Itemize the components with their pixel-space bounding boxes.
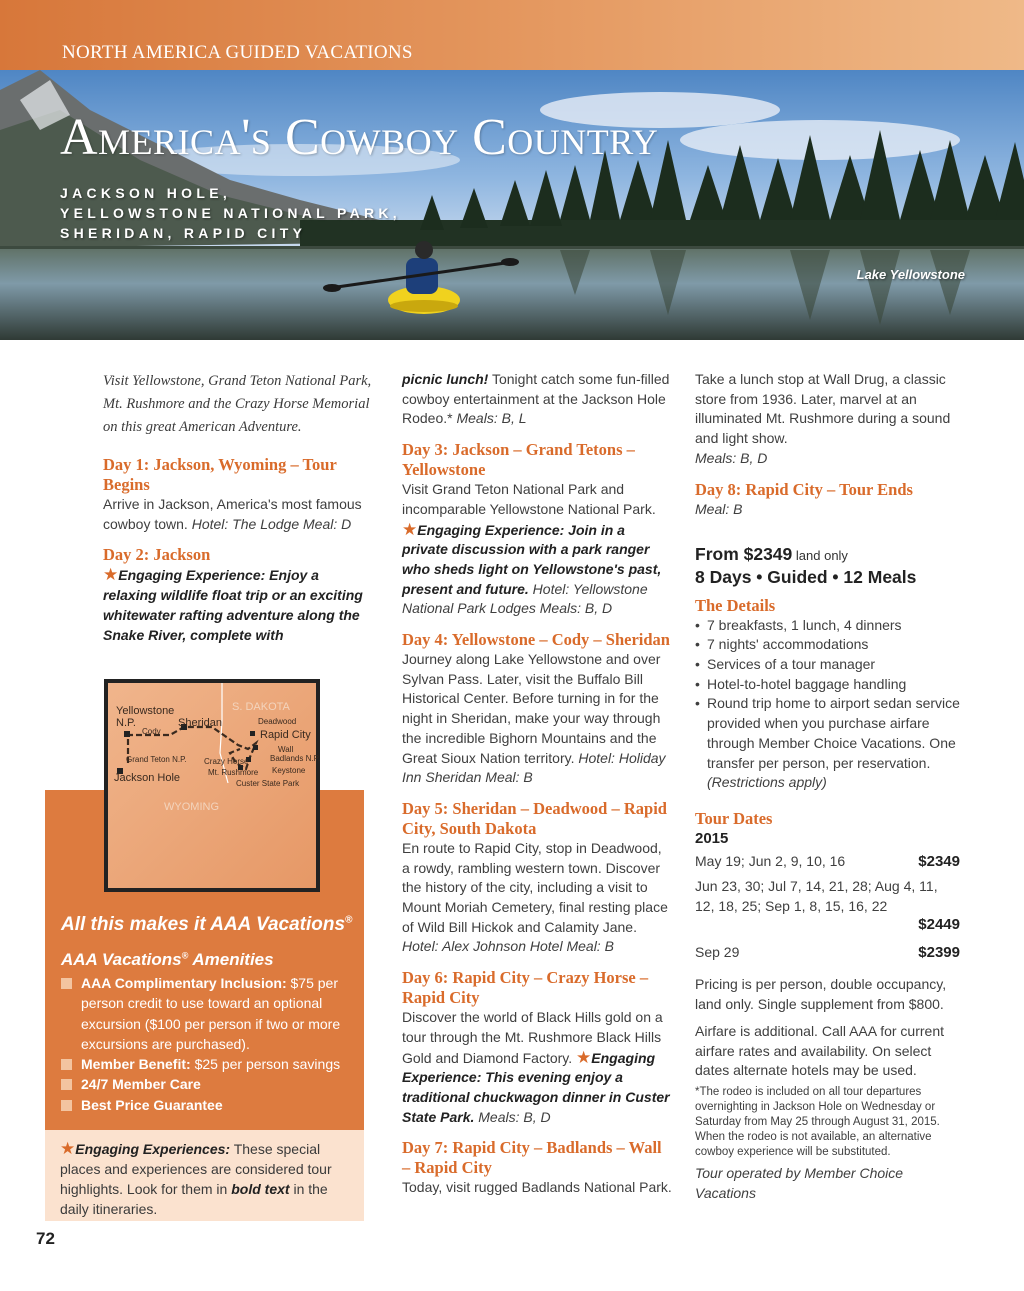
- day-7-heading: Day 7: Rapid City – Badlands – Wall – Rapid City: [402, 1138, 662, 1178]
- amenities-subtitle-b: Amenities: [188, 950, 274, 969]
- map-label: Custer State Park: [236, 779, 300, 788]
- star-icon: ★: [576, 1047, 592, 1067]
- map-label: Yellowstone: [116, 705, 175, 717]
- rodeo-footnote: *The rodeo is included on all tour departures overnighting in Jackson Hole on Wednesday or Saturday from May 25 through August 31, 2015. When the rodeo is not available, an alternative cowboy experience will be substituted.: [695, 1085, 940, 1158]
- date-row: [695, 943, 965, 963]
- day-6-body: [402, 1008, 672, 1127]
- day-5-heading: Day 5: Sheridan – Deadwood – Rapid City, South Dakota: [402, 798, 667, 838]
- day-5-hotel: Hotel: Alex Johnson Hotel Meal: B: [402, 938, 614, 955]
- note-text: in the daily itineraries.: [60, 1181, 328, 1217]
- amenities-title-text: All this makes it AAA Vacations: [61, 914, 346, 935]
- day-7-body: Today, visit rugged Badlands National Park.: [402, 1179, 672, 1196]
- amenities-title: [61, 914, 357, 936]
- day-4-text: Journey along Lake Yellowstone and over Sylvan Pass. Later, visit the Buffalo Bill Historical Center. Before turning in for the night in Sheridan, make your way through the incredible Bighorn Mountains and the Great Sioux Nation territory.: [402, 651, 661, 766]
- price-summary: [695, 545, 965, 566]
- day-2-body: [103, 565, 373, 645]
- map-label: Mt. Rushmore: [208, 768, 259, 777]
- map-label: S. DAKOTA: [232, 701, 290, 713]
- list-item: • Hotel-to-hotel baggage handling: [695, 675, 965, 695]
- day-6-engaging: Engaging Experience: This evening enjoy a traditional chuckwagon dinner in Custer State Park.: [402, 1049, 670, 1125]
- day-2-engaging: Engaging Experience: Enjoy a relaxing wildlife float trip or an exciting whitewater rafting adventure along the Snake River, complete with: [103, 567, 363, 643]
- page-number: 72: [36, 1229, 55, 1248]
- registered-mark: ®: [181, 950, 189, 961]
- land-only-label: land only: [792, 548, 848, 564]
- day-4-hotel: Hotel: Holiday Inn Sheridan Meal: B: [402, 749, 666, 786]
- star-icon: ★: [103, 565, 119, 585]
- note-text: These special places and experiences are considered tour highlights. Look for them in: [60, 1141, 332, 1197]
- tour-year: 2015: [695, 829, 729, 847]
- day-2-heading: Day 2: Jackson: [103, 545, 211, 565]
- map-label: Deadwood: [258, 717, 297, 726]
- continued-text: Tonight catch some fun-filled cowboy entertainment at the Jackson Hole Rodeo.*: [402, 371, 670, 427]
- details-heading: The Details: [695, 595, 776, 615]
- continued-meals: Meals: B, L: [452, 410, 527, 427]
- from-price: From $2349: [695, 544, 793, 565]
- day-4-heading: Day 4: Yellowstone – Cody – Sheridan: [402, 630, 670, 650]
- list-item: [61, 1054, 357, 1074]
- hero-photo: [0, 70, 1024, 340]
- date-list: Sep 29: [695, 943, 740, 960]
- note-bold: Engaging Experiences:: [75, 1141, 231, 1157]
- list-item: • 7 breakfasts, 1 lunch, 4 dinners: [695, 616, 965, 636]
- hero-subtitle: [60, 183, 401, 243]
- registered-mark: ®: [345, 914, 353, 926]
- photo-caption: Lake Yellowstone: [856, 267, 965, 282]
- details-list: [695, 616, 965, 774]
- star-icon: ★: [402, 519, 418, 539]
- map-label: Cody: [142, 727, 161, 736]
- day-3-engaging: [402, 520, 672, 620]
- day-3-engaging-text: Engaging Experience: Join in a private discussion with a park ranger who sheds light on Yellowstone's past, present and future.: [402, 521, 662, 597]
- column-2: [402, 370, 672, 1198]
- item-bold: 24/7 Member Care: [81, 1076, 201, 1093]
- day-5-body: En route to Rapid City, stop in Deadwood, a rowdy, rambling western town. Discover the history of the city, including a visit to Mount Moriah Cemetery, final resting place of Wild Bill Hickok and Calamity Jane.: [402, 839, 668, 935]
- amenities-content: [61, 914, 357, 1115]
- map-label: Badlands N.P.: [270, 754, 321, 763]
- list-item: [61, 1074, 357, 1094]
- list-item: • Round trip home to airport sedan service provided when you purchase airfare through Member Choice Vacations. One transfer per person, per reservation.: [695, 694, 965, 773]
- engaging-note-box: [45, 1130, 364, 1221]
- subtitle-line: SHERIDAN, RAPID CITY: [60, 225, 307, 241]
- map-label: Grand Teton N.P.: [126, 755, 187, 764]
- route-map: [104, 679, 320, 892]
- list-item: [61, 1095, 357, 1115]
- day-3-hotel: Hotel: Yellowstone National Park Lodges Meals: B, D: [402, 580, 648, 617]
- list-item: • Services of a tour manager: [695, 655, 965, 675]
- item-bold: AAA Complimentary Inclusion:: [81, 975, 287, 991]
- day-2-continued: [402, 370, 672, 429]
- day-1-hotel: Hotel: The Lodge Meal: D: [191, 515, 352, 532]
- column-1: [103, 370, 373, 645]
- map-label: Jackson Hole: [114, 772, 181, 784]
- day-1-body: [103, 495, 373, 534]
- day-4-body: [402, 650, 672, 788]
- map-label: Rapid City: [260, 729, 311, 741]
- day-6-heading: Day 6: Rapid City – Crazy Horse – Rapid City: [402, 968, 649, 1008]
- item-text: $25 per person savings: [190, 1056, 341, 1073]
- section-brand: NORTH AMERICA GUIDED VACATIONS: [62, 42, 413, 63]
- intro-text: Visit Yellowstone, Grand Teton National Park, Mt. Rushmore and the Crazy Horse Memorial on this great American Adventure.: [103, 373, 372, 435]
- subtitle-line: YELLOWSTONE NATIONAL PARK,: [60, 205, 401, 221]
- tour-dates-heading: Tour Dates: [695, 808, 773, 828]
- continued-bold: picnic lunch!: [402, 371, 489, 387]
- date-price: $2399: [918, 943, 960, 961]
- map-label: N.P.: [116, 717, 136, 729]
- day-7-continued: Take a lunch stop at Wall Drug, a classic store from 1936. Later, marvel at an illuminated Mt. Rushmore during a sound and light show.: [695, 371, 951, 447]
- date-price: $2449: [918, 916, 960, 934]
- airfare-note: Airfare is additional. Call AAA for current airfare rates and availability. On select dates alternate hotels may be used.: [695, 1022, 945, 1079]
- list-item: • 7 nights' accommodations: [695, 635, 965, 655]
- item-text: $75 per person credit to use toward an optional excursion ($100 per person if two or more excursions are purchased).: [81, 975, 341, 1052]
- page-title: America's Cowboy Country: [60, 109, 659, 166]
- day-8-meal: Meal: B: [695, 500, 743, 517]
- list-item: [61, 973, 357, 1054]
- amenities-list: [61, 973, 357, 1115]
- map-label: WYOMING: [164, 801, 219, 813]
- star-icon: ★: [60, 1139, 76, 1158]
- restrictions-note: (Restrictions apply): [707, 774, 827, 791]
- day-1-heading: Day 1: Jackson, Wyoming – Tour Begins: [103, 455, 337, 494]
- subtitle-line: JACKSON HOLE,: [60, 185, 232, 201]
- map-label: Wall: [278, 745, 294, 754]
- operator-note: Tour operated by Member Choice Vacations: [695, 1164, 904, 1201]
- date-price: $2349: [918, 852, 960, 870]
- map-label: Keystone: [272, 766, 306, 775]
- trip-summary: 8 Days • Guided • 12 Meals: [695, 566, 917, 587]
- map-label: Crazy Horse: [204, 757, 249, 766]
- amenities-subtitle: [61, 950, 357, 970]
- date-row: [695, 877, 965, 936]
- date-row: [695, 852, 965, 872]
- day-8-heading: Day 8: Rapid City – Tour Ends: [695, 479, 913, 499]
- day-3-body: Visit Grand Teton National Park and incomparable Yellowstone National Park.: [402, 481, 656, 517]
- note-bold-italic: bold text: [231, 1181, 290, 1197]
- date-list: May 19; Jun 2, 9, 10, 16: [695, 852, 846, 869]
- day-7-meals: Meals: B, D: [695, 449, 768, 466]
- day-6-text: Discover the world of Black Hills gold on a tour through the Mt. Rushmore Black Hills Gold and Diamond Factory.: [402, 1009, 663, 1066]
- map-label: Sheridan: [178, 717, 223, 729]
- item-bold: Best Price Guarantee: [81, 1096, 223, 1113]
- header-band: [0, 0, 1024, 72]
- column-3: [695, 370, 965, 1203]
- item-bold: Member Benefit:: [81, 1056, 191, 1073]
- pricing-note: Pricing is per person, double occupancy, land only. Single supplement from $800.: [695, 976, 947, 1013]
- date-list: Jun 23, 30; Jul 7, 14, 21, 28; Aug 4, 11, 12, 18, 25; Sep 1, 8, 15, 16, 22: [695, 878, 938, 915]
- day-3-heading: Day 3: Jackson – Grand Tetons – Yellowstone: [402, 440, 635, 480]
- day-6-meals: Meals: B, D: [474, 1108, 551, 1125]
- day-1-text: Arrive in Jackson, America's most famous cowboy town.: [103, 496, 362, 532]
- amenities-subtitle-a: AAA Vacations: [61, 950, 182, 969]
